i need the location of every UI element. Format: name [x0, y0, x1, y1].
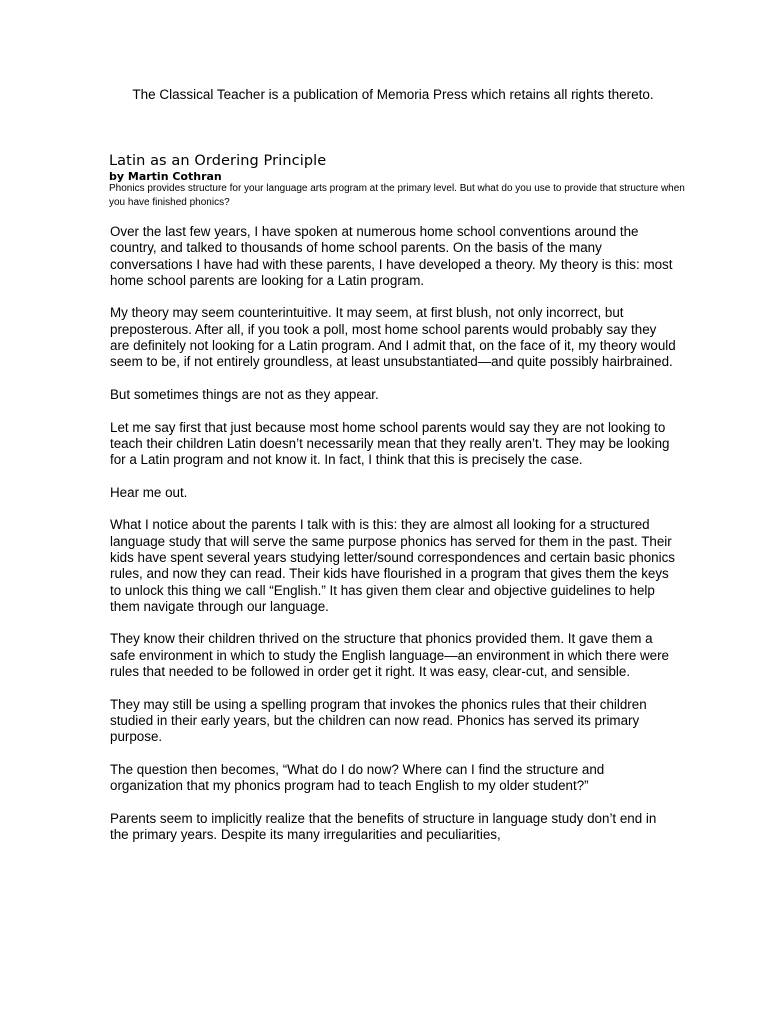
paragraph: Parents seem to implicitly realize that the benefits of structure in language study don’t end in the primary years. Despite its many irregularities and peculiarities, [110, 810, 657, 842]
paragraph: They may still be using a spelling program that invokes the phonics rules that their children studied in their early years, but the children can now read. Phonics has served its primary purpose. [110, 696, 647, 745]
publication-notice: The Classical Teacher is a publication of Memoria Press which retains all rights thereto. [132, 87, 654, 102]
article-abstract: Phonics provides structure for your language arts program at the primary level. But what do you use to provide that structure when you have finished phonics? [109, 183, 685, 208]
paragraph: But sometimes things are not as they appear. [110, 386, 379, 402]
paragraph: They know their children thrived on the structure that phonics provided them. It gave them a safe environment in which to study the English language—an environment in which there were rules that needed to be followed in order get it right. It was easy, clear-cut, and sensible. [110, 631, 670, 680]
paragraph: My theory may seem counterintuitive. It may seem, at first blush, not only incorrect, but preposterous. After all, if you took a poll, most home school parents would probably say they are definitely not looking for a Latin program. And I admit that, on the face of it, my theory would seem to be, if not entirely groundless, at least unsubstantiated—and quite possibly hairbrained. [110, 305, 676, 370]
article-body [110, 224, 678, 860]
paragraph: Hear me out. [110, 484, 188, 500]
paragraph: Let me say first that just because most home school parents would say they are not looking to teach their children Latin doesn’t necessarily mean that they really aren’t. They may be looking for a Latin program and not know it. In fact, I think that this is precisely the case. [110, 419, 670, 468]
paragraph: What I notice about the parents I talk with is this: they are almost all looking for a structured language study that will serve the same purpose phonics has served for them in the past. Their kids have spent several years studying letter/sound correspondences and certain basic phonics rules, and now they can read. Their kids have flourished in a program that gives them the keys to unlock this thing we call “English.” It has given them clear and objective guidelines to help them navigate through our language. [110, 517, 675, 614]
article-title: Latin as an Ordering Principle [109, 153, 327, 169]
paragraph: The question then becomes, “What do I do now? Where can I find the structure and organization that my phonics program had to teach English to my older student?” [110, 761, 605, 794]
paragraph: Over the last few years, I have spoken at numerous home school conventions around the country, and talked to thousands of home school parents. On the basis of the many conversations I have had with these parents, I have developed a theory. My theory is this: most home school parents are looking for a Latin program. [110, 224, 673, 288]
article-byline: by Martin Cothran [109, 170, 222, 183]
